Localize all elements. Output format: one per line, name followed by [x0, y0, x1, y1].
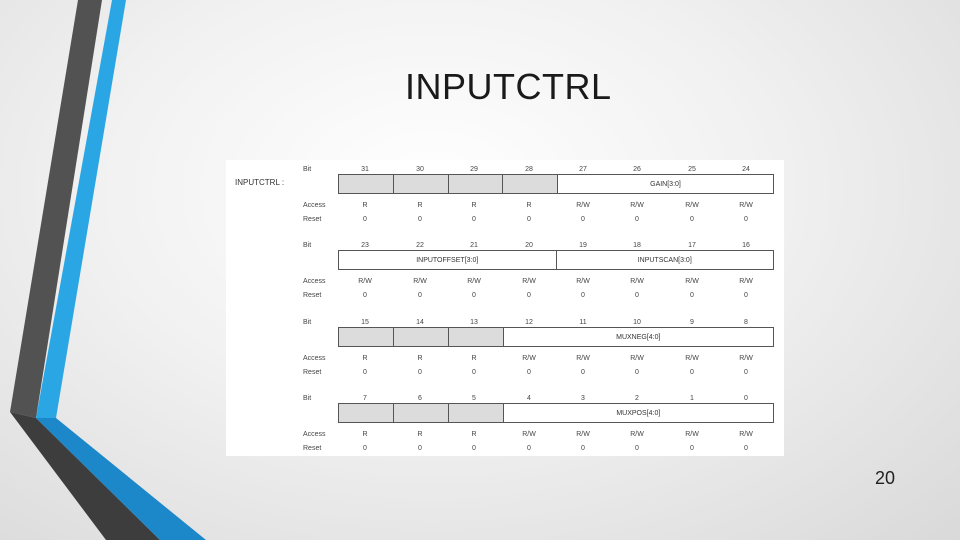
bit-number: 18 — [633, 242, 641, 249]
bit-label: Bit — [303, 395, 312, 402]
reset-label: Reset — [303, 292, 322, 299]
access-value: R/W — [685, 355, 699, 362]
reset-value: 0 — [635, 292, 639, 299]
bit-field-row — [338, 403, 774, 423]
reset-value: 0 — [527, 369, 531, 376]
bit-number: 13 — [470, 319, 478, 326]
page-number: 20 — [875, 468, 896, 488]
bit-number: 9 — [690, 319, 694, 326]
access-label: Access — [303, 202, 326, 209]
access-value: R/W — [522, 278, 536, 285]
bit-number: 17 — [688, 242, 696, 249]
reset-value: 0 — [635, 369, 639, 376]
reset-value: 0 — [690, 369, 694, 376]
reset-value: 0 — [363, 445, 367, 452]
reset-value: 0 — [418, 292, 422, 299]
reset-value: 0 — [744, 216, 748, 223]
bit-number: 21 — [470, 242, 478, 249]
bit-number: 26 — [633, 166, 641, 173]
access-value: R/W — [739, 278, 753, 285]
access-value: R/W — [522, 355, 536, 362]
access-value: R — [471, 355, 477, 362]
reset-label: Reset — [303, 216, 322, 223]
reserved-bit-cell — [449, 175, 504, 193]
access-value: R/W — [630, 278, 644, 285]
access-value: R — [417, 202, 423, 209]
access-value: R/W — [630, 431, 644, 438]
bit-field-row — [338, 174, 774, 194]
dark-corner-wedge — [10, 412, 160, 540]
access-value: R/W — [739, 431, 753, 438]
bit-number: 3 — [581, 395, 585, 402]
reset-value: 0 — [744, 445, 748, 452]
bit-field: MUXPOS[4:0] — [616, 409, 661, 417]
register-name: INPUTCTRL : — [235, 178, 285, 187]
access-label: Access — [303, 431, 326, 438]
reserved-bit-cell — [503, 175, 558, 193]
access-label: Access — [303, 355, 326, 362]
access-value: R/W — [685, 431, 699, 438]
access-value: R/W — [630, 202, 644, 209]
reserved-bit-cell — [394, 175, 449, 193]
bit-number: 15 — [361, 319, 369, 326]
access-value: R/W — [576, 431, 590, 438]
access-label: Access — [303, 278, 326, 285]
bit-number: 19 — [579, 242, 587, 249]
access-value: R/W — [739, 355, 753, 362]
bit-number: 30 — [416, 166, 424, 173]
register-diagram — [226, 160, 784, 456]
reserved-bit-cell — [449, 404, 504, 422]
access-value: R/W — [576, 278, 590, 285]
bit-number: 5 — [472, 395, 476, 402]
reset-value: 0 — [744, 292, 748, 299]
bit-number: 10 — [633, 319, 641, 326]
access-value: R/W — [685, 202, 699, 209]
bit-number: 8 — [744, 319, 748, 326]
access-value: R/W — [739, 202, 753, 209]
bit-number: 23 — [361, 242, 369, 249]
bit-number: 27 — [579, 166, 587, 173]
reset-value: 0 — [527, 292, 531, 299]
bit-label: Bit — [303, 166, 312, 173]
bit-field-row — [338, 250, 774, 270]
access-value: R — [471, 202, 477, 209]
reset-value: 0 — [581, 292, 585, 299]
access-value: R — [362, 431, 368, 438]
bit-number: 6 — [418, 395, 422, 402]
bit-field: MUXNEG[4:0] — [616, 333, 661, 341]
reset-value: 0 — [581, 445, 585, 452]
access-value: R/W — [467, 278, 481, 285]
bit-number: 22 — [416, 242, 424, 249]
reset-label: Reset — [303, 445, 322, 452]
access-value: R/W — [630, 355, 644, 362]
access-value: R — [417, 431, 423, 438]
reset-value: 0 — [690, 445, 694, 452]
reset-value: 0 — [690, 216, 694, 223]
bit-field: INPUTSCAN[3:0] — [637, 256, 692, 264]
access-value: R/W — [522, 431, 536, 438]
reset-value: 0 — [635, 445, 639, 452]
bit-number: 7 — [363, 395, 367, 402]
reserved-bit-cell — [339, 404, 394, 422]
bit-number: 1 — [690, 395, 694, 402]
reset-value: 0 — [744, 369, 748, 376]
bit-number: 20 — [525, 242, 533, 249]
reset-value: 0 — [418, 369, 422, 376]
reset-value: 0 — [472, 445, 476, 452]
reset-value: 0 — [527, 216, 531, 223]
reset-value: 0 — [527, 445, 531, 452]
reserved-bit-cell — [449, 328, 504, 346]
access-value: R/W — [576, 355, 590, 362]
reset-value: 0 — [363, 292, 367, 299]
reserved-bit-cell — [339, 175, 394, 193]
access-value: R — [362, 202, 368, 209]
bit-field: GAIN[3:0] — [650, 180, 681, 188]
slide-title: INPUTCTRL — [405, 66, 612, 107]
bit-number: 0 — [744, 395, 748, 402]
access-value: R — [471, 431, 477, 438]
bit-number: 12 — [525, 319, 533, 326]
reset-value: 0 — [418, 445, 422, 452]
access-value: R — [526, 202, 532, 209]
reserved-bit-cell — [394, 404, 449, 422]
reset-value: 0 — [418, 216, 422, 223]
access-value: R — [417, 355, 423, 362]
bit-number: 25 — [688, 166, 696, 173]
bit-number: 16 — [742, 242, 750, 249]
bit-number: 11 — [579, 319, 587, 326]
reset-value: 0 — [635, 216, 639, 223]
bit-field: INPUTOFFSET[3:0] — [339, 251, 557, 269]
reset-value: 0 — [472, 292, 476, 299]
reset-value: 0 — [363, 216, 367, 223]
reset-value: 0 — [472, 369, 476, 376]
reserved-bit-cell — [339, 328, 394, 346]
reset-value: 0 — [472, 216, 476, 223]
bit-label: Bit — [303, 319, 312, 326]
bit-number: 28 — [525, 166, 533, 173]
reset-value: 0 — [581, 216, 585, 223]
bit-number: 4 — [527, 395, 531, 402]
bit-field-row — [338, 327, 774, 347]
bit-label: Bit — [303, 242, 312, 249]
bit-number: 29 — [470, 166, 478, 173]
access-value: R/W — [358, 278, 372, 285]
access-value: R/W — [685, 278, 699, 285]
bit-number: 31 — [361, 166, 369, 173]
bit-number: 24 — [742, 166, 750, 173]
bit-number: 14 — [416, 319, 424, 326]
reset-value: 0 — [581, 369, 585, 376]
bit-number: 2 — [635, 395, 639, 402]
reset-label: Reset — [303, 369, 322, 376]
reset-value: 0 — [363, 369, 367, 376]
reset-value: 0 — [690, 292, 694, 299]
access-value: R/W — [576, 202, 590, 209]
access-value: R — [362, 355, 368, 362]
access-value: R/W — [413, 278, 427, 285]
reserved-bit-cell — [394, 328, 449, 346]
